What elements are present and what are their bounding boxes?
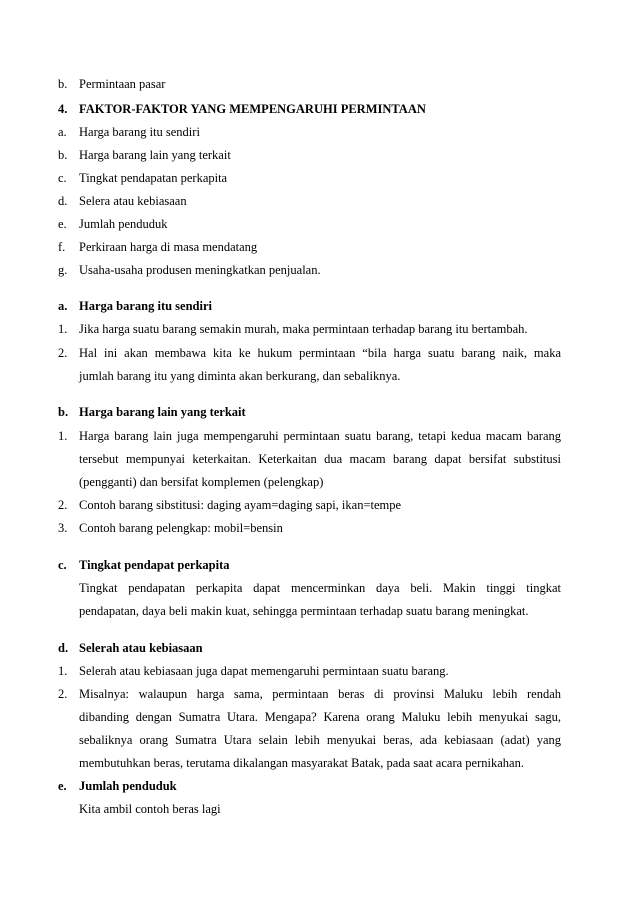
paragraph-text: Hal ini akan membawa kita ke hukum permintaan “bila harga suatu barang naik, maka bbox=[79, 346, 561, 360]
section-heading-faktor bbox=[58, 101, 568, 117]
paragraph-text: Kita ambil contoh beras lagi bbox=[79, 802, 221, 816]
list-item bbox=[58, 170, 568, 186]
subsection-heading-jumlah-penduduk bbox=[58, 778, 568, 794]
list-marker: 2. bbox=[58, 346, 68, 360]
paragraph-text: Misalnya: walaupun harga sama, permintaan beras di provinsi Maluku lebih rendah bbox=[79, 687, 561, 701]
paragraph-line bbox=[58, 321, 568, 337]
paragraph-text: jumlah barang itu yang diminta akan berkurang, dan sebaliknya. bbox=[79, 369, 401, 383]
paragraph-text: membutuhkan beras, terutama dikalangan masyarakat Batak, pada saat acara pernikahan. bbox=[79, 756, 524, 770]
list-marker: a. bbox=[58, 125, 67, 139]
list-item bbox=[58, 147, 568, 163]
paragraph-line bbox=[58, 520, 568, 536]
list-marker: f. bbox=[58, 240, 66, 254]
list-item-text: Permintaan pasar bbox=[79, 77, 166, 91]
section-number: 4. bbox=[58, 102, 68, 116]
list-item bbox=[58, 262, 568, 278]
list-marker: b. bbox=[58, 148, 68, 162]
section-title: FAKTOR-FAKTOR YANG MEMPENGARUHI PERMINTAAN bbox=[79, 102, 426, 116]
list-item bbox=[58, 124, 568, 140]
list-item-text: Harga barang itu sendiri bbox=[79, 125, 200, 139]
list-item-text: Jumlah penduduk bbox=[79, 217, 168, 231]
list-item bbox=[58, 216, 568, 232]
paragraph-text: tersebut mempunyai keterkaitan. Keterkaitan dua macam barang dapat bersifat substitusi bbox=[79, 452, 561, 466]
list-item bbox=[58, 193, 568, 209]
list-marker: 3. bbox=[58, 521, 68, 535]
list-item-text: Selera atau kebiasaan bbox=[79, 194, 187, 208]
section-number: e. bbox=[58, 779, 67, 793]
list-marker: 2. bbox=[58, 498, 68, 512]
list-marker: e. bbox=[58, 217, 67, 231]
section-number: d. bbox=[58, 641, 69, 655]
paragraph-text: dibanding dengan Sumatra Utara. Mengapa? Karena orang Maluku lebih menyukai sagu, bbox=[79, 710, 561, 724]
subsection-heading-pendapatan bbox=[58, 557, 568, 573]
list-marker: 1. bbox=[58, 429, 68, 443]
list-marker: b. bbox=[58, 77, 68, 91]
section-title: Harga barang itu sendiri bbox=[79, 299, 212, 313]
list-item-text: Harga barang lain yang terkait bbox=[79, 148, 231, 162]
section-number: c. bbox=[58, 558, 67, 572]
section-title: Harga barang lain yang terkait bbox=[79, 405, 246, 419]
list-marker: 2. bbox=[58, 687, 68, 701]
paragraph-text: pendapatan, daya beli makin kuat, sehingga permintaan terhadap suatu barang meningkat. bbox=[79, 604, 529, 618]
paragraph-text: Harga barang lain juga mempengaruhi permintaan suatu barang, tetapi kedua macam barang bbox=[79, 429, 561, 443]
paragraph-line bbox=[58, 663, 568, 679]
paragraph-text: Jika harga suatu barang semakin murah, maka permintaan terhadap barang itu bertambah. bbox=[79, 322, 528, 336]
paragraph-text: Contoh barang pelengkap: mobil=bensin bbox=[79, 521, 283, 535]
paragraph-text: sebaliknya orang Sumatra Utara selain lebih menyukai beras, ada kebiasaan (adat) yang bbox=[79, 733, 561, 747]
section-title: Jumlah penduduk bbox=[79, 779, 177, 793]
paragraph-text: Selerah atau kebiasaan juga dapat memengaruhi permintaan suatu barang. bbox=[79, 664, 449, 678]
section-number: b. bbox=[58, 405, 69, 419]
list-item-text: Usaha-usaha produsen meningkatkan penjualan. bbox=[79, 263, 321, 277]
paragraph-text: (pengganti) dan bersifat komplemen (pelengkap) bbox=[79, 475, 324, 489]
list-marker: d. bbox=[58, 194, 68, 208]
subsection-heading-barang-lain bbox=[58, 404, 568, 420]
list-item bbox=[58, 239, 568, 255]
list-item-permintaan-pasar bbox=[58, 76, 568, 92]
section-title: Tingkat pendapat perkapita bbox=[79, 558, 230, 572]
paragraph-line bbox=[58, 497, 568, 513]
subsection-heading-harga-barang bbox=[58, 298, 568, 314]
list-marker: 1. bbox=[58, 664, 68, 678]
section-title: Selerah atau kebiasaan bbox=[79, 641, 203, 655]
list-item-text: Perkiraan harga di masa mendatang bbox=[79, 240, 258, 254]
list-marker: g. bbox=[58, 263, 68, 277]
paragraph-text: Contoh barang sibstitusi: daging ayam=daging sapi, ikan=tempe bbox=[79, 498, 402, 512]
list-marker: 1. bbox=[58, 322, 68, 336]
subsection-heading-selerah bbox=[58, 640, 568, 656]
section-number: a. bbox=[58, 299, 68, 313]
list-item-text: Tingkat pendapatan perkapita bbox=[79, 171, 228, 185]
paragraph-text: Tingkat pendapatan perkapita dapat mencerminkan daya beli. Makin tinggi tingkat bbox=[79, 581, 561, 595]
list-marker: c. bbox=[58, 171, 67, 185]
